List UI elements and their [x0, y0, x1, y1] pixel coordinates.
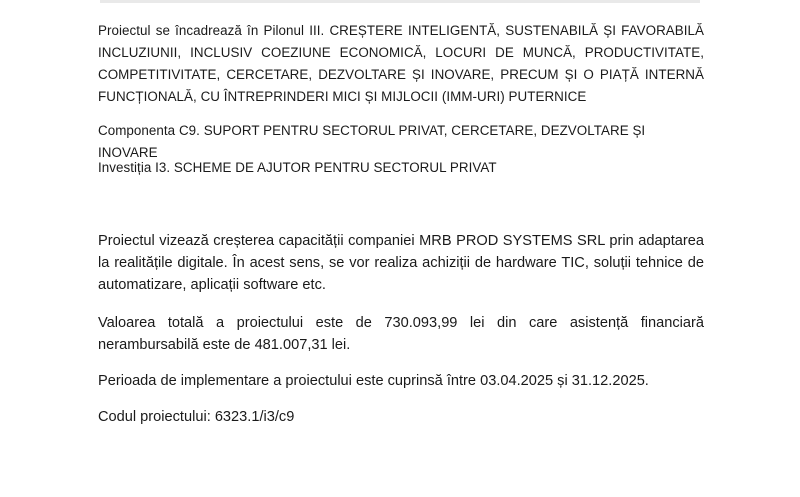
project-code: Codul proiectului: 6323.1/i3/c9	[98, 409, 295, 425]
componenta-paragraph: Componenta C9. SUPORT PENTRU SECTORUL PRIVAT, CERCETARE, DEZVOLTARE ȘI INOVARE	[98, 123, 646, 160]
top-divider	[100, 0, 700, 3]
period-paragraph: Perioada de implementare a proiectului este cuprinsă între 03.04.2025 și 31.12.2025.	[98, 373, 649, 389]
investitia-paragraph: Investiția I3. SCHEME DE AJUTOR PENTRU SECTORUL PRIVAT	[98, 160, 497, 175]
description-paragraph: Proiectul vizează creșterea capacității companiei MRB PROD SYSTEMS SRL prin adaptarea la realitățile digitale. În acest sens, se vor realiza achiziții de hardware TIC, soluții tehnice de automatizare, aplicații software etc.	[98, 233, 704, 293]
value-paragraph: Valoarea totală a proiectului este de 730.093,99 lei din care asistență financiară nerambursabilă este de 481.007,31 lei.	[98, 315, 704, 353]
pilon-paragraph: Proiectul se încadrează în Pilonul III. CREȘTERE INTELIGENTĂ, SUSTENABILĂ ȘI FAVORABILĂ INCLUZIUNII, INCLUSIV COEZIUNE ECONOMICĂ, LOCURI DE MUNCĂ, PRODUCTIVITATE, COMPETITIVITATE, CERCETARE, DEZVOLTARE ȘI INOVARE, PRECUM ȘI O PIAȚĂ INTERNĂ FUNCȚIONALĂ, CU ÎNTREPRINDERI MICI ȘI MIJLOCII (IMM-URI) PUTERNICE	[98, 23, 704, 104]
